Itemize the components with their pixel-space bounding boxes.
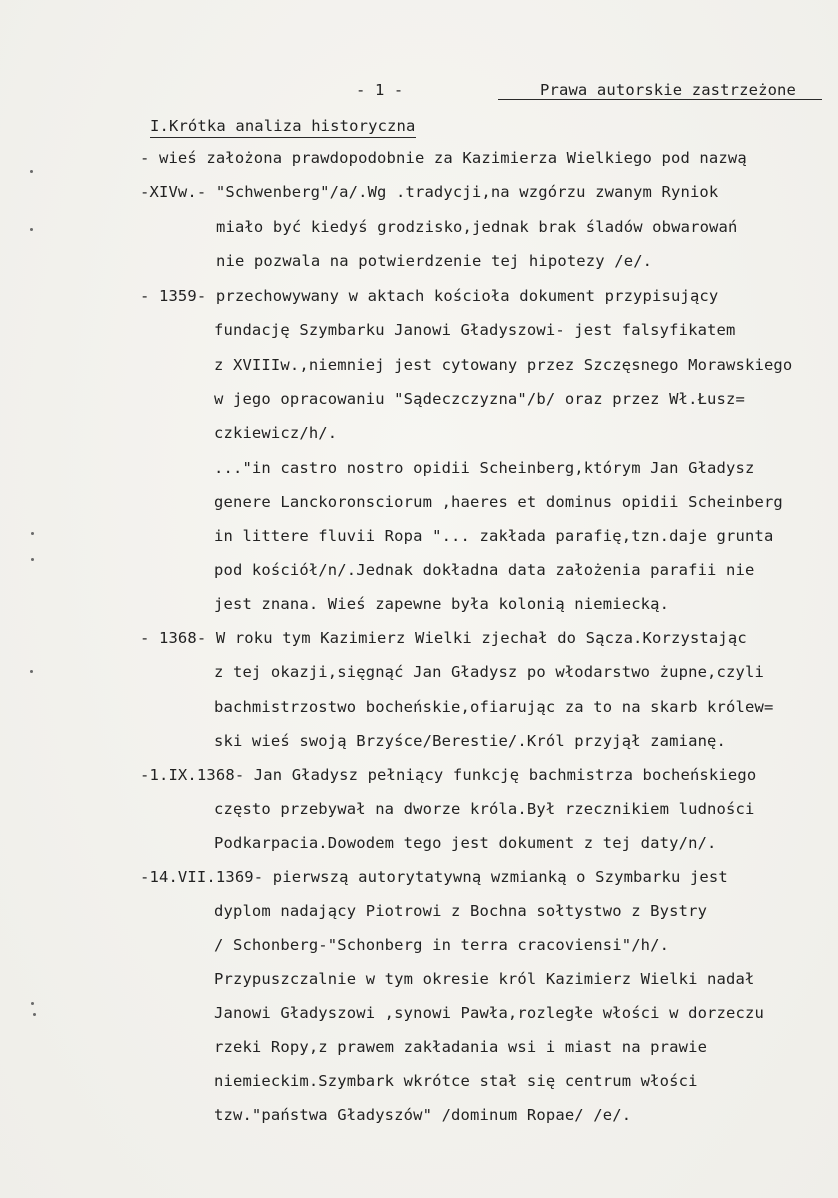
scan-speck	[31, 558, 34, 561]
scan-speck	[31, 532, 34, 535]
text-line: z XVIIIw.,niemniej jest cytowany przez Szczęsnego Morawskiego	[214, 356, 793, 374]
text-line: ski wieś swoją Brzyśce/Berestie/.Król przyjął zamianę.	[214, 732, 727, 750]
text-line: - 1368- W roku tym Kazimierz Wielki zjechał do Sącza.Korzystając	[140, 629, 747, 647]
text-line: tzw."państwa Gładyszów" /dominum Ropae/ /e/.	[214, 1106, 632, 1124]
text-line: pod kościół/n/.Jednak dokładna data założenia parafii nie	[214, 561, 755, 579]
scan-speck	[30, 228, 33, 231]
scan-speck	[30, 170, 33, 173]
text-line: nie pozwala na potwierdzenie tej hipotezy /e/.	[216, 252, 653, 270]
text-line: niemieckim.Szymbark wkrótce stał się centrum włości	[214, 1072, 698, 1090]
text-line: rzeki Ropy,z prawem zakładania wsi i miast na prawie	[214, 1038, 708, 1056]
scan-speck	[31, 1002, 34, 1005]
text-line: - 1359- przechowywany w aktach kościoła dokument przypisujący	[140, 287, 719, 305]
text-line: Janowi Gładyszowi ,synowi Pawła,rozległe włości w dorzeczu	[214, 1004, 764, 1022]
text-line: Przypuszczalnie w tym okresie król Kazimierz Wielki nadał	[214, 970, 755, 988]
text-line: -1.IX.1368- Jan Gładysz pełniący funkcję bachmistrza bocheńskiego	[140, 766, 757, 784]
text-line: - wieś założona prawdopodobnie za Kazimierza Wielkiego pod nazwą	[140, 149, 747, 167]
text-line: in littere fluvii Ropa "... zakłada parafię,tzn.daje grunta	[214, 527, 774, 545]
text-line: -XIVw.- "Schwenberg"/a/.Wg .tradycji,na wzgórzu zwanym Ryniok	[140, 183, 719, 201]
text-line: dyplom nadający Piotrowi z Bochna sołtystwo z Bystry	[214, 902, 708, 920]
text-line: genere Lanckoronsciorum ,haeres et dominus opidii Scheinberg	[214, 493, 783, 511]
text-line: z tej okazji,sięgnąć Jan Gładysz po włodarstwo żupne,czyli	[214, 663, 764, 681]
text-line: -14.VII.1369- pierwszą autorytatywną wzmianką o Szymbarku jest	[140, 868, 728, 886]
text-line: / Schonberg-"Schonberg in terra cracoviensi"/h/.	[214, 936, 670, 954]
text-line: czkiewicz/h/.	[214, 424, 338, 442]
text-line: miało być kiedyś grodzisko,jednak brak śladów obwarowań	[216, 218, 738, 236]
text-line: w jego opracowaniu "Sądeczczyzna"/b/ oraz przez Wł.Łusz=	[214, 390, 745, 408]
copyright-notice: Prawa autorskie zastrzeżone	[540, 81, 797, 99]
text-line: bachmistrzostwo bocheńskie,ofiarując za to na skarb królew=	[214, 698, 774, 716]
text-line: jest znana. Wieś zapewne była kolonią niemiecką.	[214, 595, 670, 613]
text-line: często przebywał na dworze króla.Był rzecznikiem ludności	[214, 800, 755, 818]
scan-speck	[33, 1013, 36, 1016]
section-title: I.Krótka analiza historyczna	[150, 116, 416, 138]
page-number: - 1 -	[356, 81, 404, 99]
text-line: fundację Szymbarku Janowi Gładyszowi- jest falsyfikatem	[214, 321, 736, 339]
scan-speck	[30, 670, 33, 673]
text-line: ..."in castro nostro opidii Scheinberg,którym Jan Gładysz	[214, 459, 755, 477]
text-line: Podkarpacia.Dowodem tego jest dokument z tej daty/n/.	[214, 834, 717, 852]
